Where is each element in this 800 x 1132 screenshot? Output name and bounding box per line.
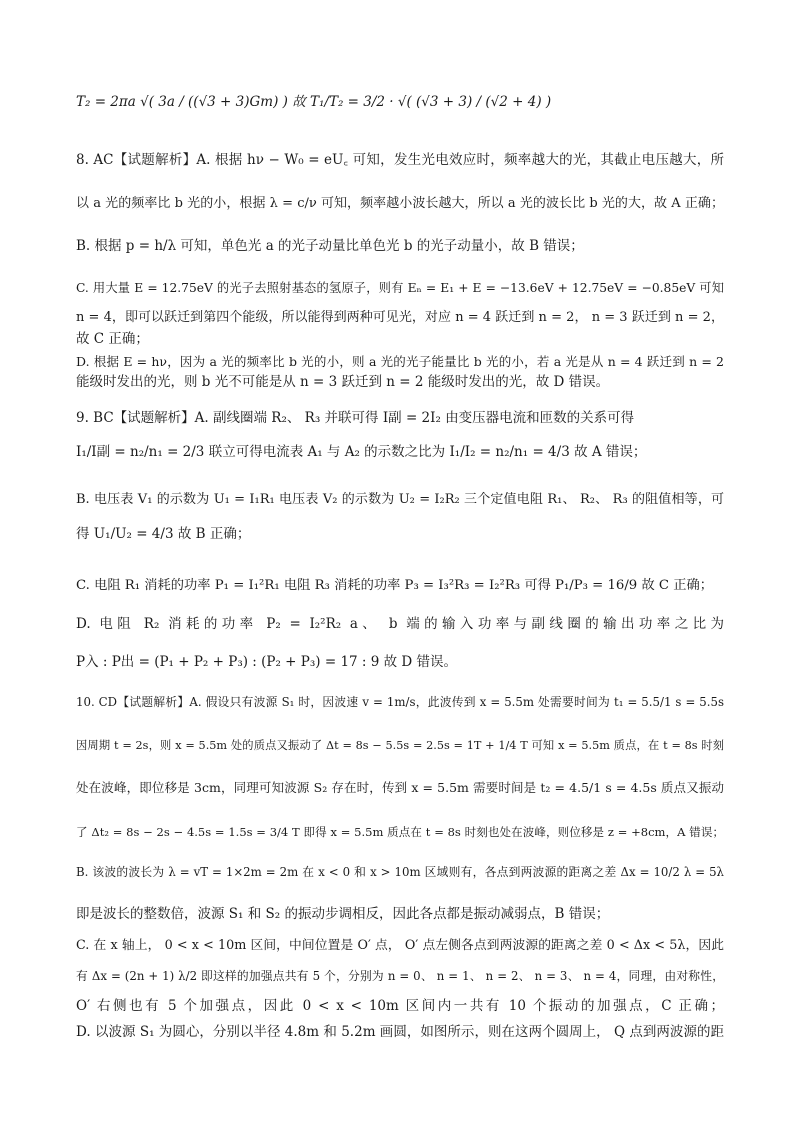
text-line: 有 Δx = (2n + 1) λ/2 即这样的加强点共有 5 个，分别为 n = 0、 n = 1、 n = 2、 n = 3、 n = 4，同理，由对称性， [76,969,724,983]
text-line: D. 根据 E = hν，因为 a 光的频率比 b 光的小，则 a 光的光子能量比 b 光的小，若 a 光是从 n = 4 跃迁到 n = 2 [76,354,724,369]
text-line: 以 a 光的频率比 b 光的小，根据 λ = c/ν 可知，频率越小波长越大，所以 a 光的波长比 b 光的大，故 A 正确； [76,196,724,211]
text-line: 得 U₁/U₂ = 4/3 故 B 正确； [76,526,251,542]
text-line: 故 C 正确； [76,331,149,347]
text-line: 因周期 t = 2s，则 x = 5.5m 处的质点又振动了 Δt = 8s − 5.5s = 2.5s = 1T + 1/4 T 可知 x = 5.5m 质点，在 t = 8s 时刻 [76,739,724,752]
text-line: B. 电压表 V₁ 的示数为 U₁ = I₁R₁ 电压表 V₂ 的示数为 U₂ = I₂R₂ 三个定值电阻 R₁、 R₂、 R₃ 的阻值相等，可 [76,492,724,507]
text-line: 即是波长的整数倍，波源 S₁ 和 S₂ 的振动步调相反，因此各点都是振动减弱点，B 错误； [76,906,610,922]
formula-line: T₂ = 2πa √( 3a / ((√3 + 3)Gm) ) 故 T₁/T₂ = 3/2 · √( (√3 + 3) / (√2 + 4) ) [76,94,552,110]
text-line: 10. CD【试题解析】A. 假设只有波源 S₁ 时，因波速 v = 1m/s，此波传到 x = 5.5m 处需要时间为 t₁ = 5.5/1 s = 5.5s [76,695,724,709]
text-line: P入 : P出 = (P₁ + P₂ + P₃) : (P₂ + P₃) = 17 : 9 故 D 错误。 [76,654,458,670]
text-line: 9. BC【试题解析】A. 副线圈端 R₂、 R₃ 并联可得 I副 = 2I₂ 由变压器电流和匝数的关系可得 [76,410,635,426]
text-line: D. 以波源 S₁ 为圆心，分别以半径 4.8m 和 5.2m 画圆，如图所示，则在这两个圆周上， Q 点到两波源的距 [76,1024,724,1040]
text-line: 处在波峰，即位移是 3cm，同理可知波源 S₂ 存在时，传到 x = 5.5m 需要时间是 t₂ = 4.5/1 s = 4.5s 质点又振动 [76,780,724,795]
text-line: C. 电阻 R₁ 消耗的功率 P₁ = I₁²R₁ 电阻 R₃ 消耗的功率 P₃ = I₃²R₃ = I₂²R₃ 可得 P₁/P₃ = 16/9 故 C 正确； [76,578,714,593]
text-line: n = 4，即可以跃迁到第四个能级，所以能得到两种可见光，对应 n = 4 跃迁到 n = 2， n = 3 跃迁到 n = 2， [76,310,724,325]
text-line: D. 电阻 R₂ 消耗的功率 P₂ = I₂²R₂ a、 b 端的输入功率与副线圈的输出功率之比为 [76,616,724,632]
text-line: B. 该波的波长为 λ = vT = 1×2m = 2m 在 x < 0 和 x > 10m 区域则有，各点到两波源的距离之差 Δx = 10/2 λ = 5λ [76,865,724,879]
text-line: C. 用大量 E = 12.75eV 的光子去照射基态的氢原子，则有 Eₙ = E₁ + E = −13.6eV + 12.75eV = −0.85eV 可知 [76,281,724,295]
text-line: B. 根据 p = h/λ 可知，单色光 a 的光子动量比单色光 b 的光子动量小，故 B 错误； [76,238,584,254]
text-line: I₁/I副 = n₂/n₁ = 2/3 联立可得电流表 A₁ 与 A₂ 的示数之比为 I₁/I₂ = n₂/n₁ = 4/3 故 A 错误； [76,444,647,460]
text-line: 8. AC【试题解析】A. 根据 hν − W₀ = eU꜀ 可知，发生光电效应时，频率越大的光，其截止电压越大，所 [76,152,724,168]
text-line: 能级时发出的光，则 b 光不可能是从 n = 3 跃迁到 n = 2 能级时发出的光，故 D 错误。 [76,374,610,390]
text-line: 了 Δt₂ = 8s − 2s − 4.5s = 1.5s = 3/4 T 即得 x = 5.5m 质点在 t = 8s 时刻也处在波峰，则位移是 z = +8cm，A 错误； [76,825,724,839]
text-line: C. 在 x 轴上， 0 < x < 10m 区间，中间位置是 O′ 点， O′ 点左侧各点到两波源的距离之差 0 < Δx < 5λ，因此 [76,938,724,953]
text-line: O′ 右侧也有 5 个加强点，因此 0 < x < 10m 区间内一共有 10 个振动的加强点，C 正确； [76,998,724,1014]
